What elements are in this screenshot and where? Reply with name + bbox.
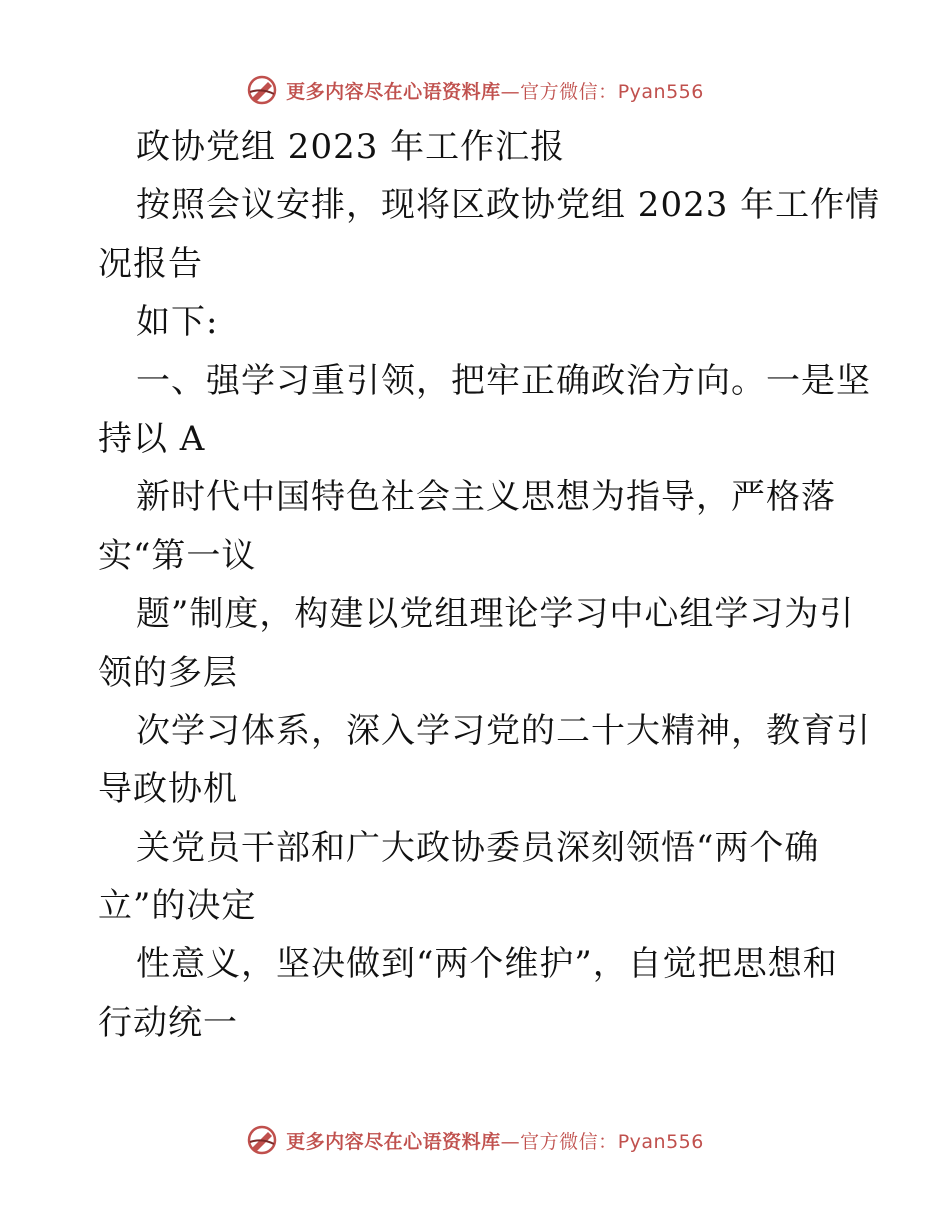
watermark-main-text: 更多内容尽在心语资料库 [286,80,501,103]
watermark-group [246,74,704,106]
pen-nib-circle-icon [246,74,278,106]
paragraph-line: 如下: [136,302,219,343]
watermark-text [286,1127,704,1154]
footer-watermark [0,1120,950,1160]
paragraph-line: 按照会议安排，现将区政协党组 2023 年工作情 [136,185,881,226]
watermark-wechat-id: Pyan556 [617,80,704,103]
paragraph-line: 关党员干部和广大政协委员深刻领悟“两个确 [136,827,820,868]
pen-nib-circle-icon [246,1124,278,1156]
paragraph-line: 立”的决定 [98,886,257,927]
paragraph-line: 导政协机 [98,769,238,810]
watermark-main-text: 更多内容尽在心语资料库 [286,1130,501,1153]
paragraph-line: 次学习体系，深入学习党的二十大精神，教育引 [136,710,871,751]
paragraph-line: 况报告 [98,243,203,284]
paragraph-line: 新时代中国特色社会主义思想为指导，严格落 [136,477,836,518]
paragraph-line: 一、强学习重引领，把牢正确政治方向。一是坚 [136,360,871,401]
watermark-sub-text: —官方微信： [500,80,618,103]
paragraph-line: 领的多层 [98,652,238,693]
document-body [98,118,881,1052]
paragraph-line: 性意义，坚决做到“两个维护”，自觉把思想和 [136,944,838,985]
watermark-sub-text: —官方微信： [500,1130,618,1153]
paragraph-line: 题”制度，构建以党组理论学习中心组学习为引 [136,594,855,635]
paragraph-line: 持以 A [98,418,206,459]
header-watermark [0,70,950,110]
paragraph-line: 行动统一 [98,1002,238,1043]
watermark-wechat-id: Pyan556 [617,1130,704,1153]
watermark-text [286,77,704,104]
watermark-group [246,1124,704,1156]
document-title: 政协党组 2023 年工作汇报 [136,127,566,167]
paragraph-line: 实“第一议 [98,535,257,576]
